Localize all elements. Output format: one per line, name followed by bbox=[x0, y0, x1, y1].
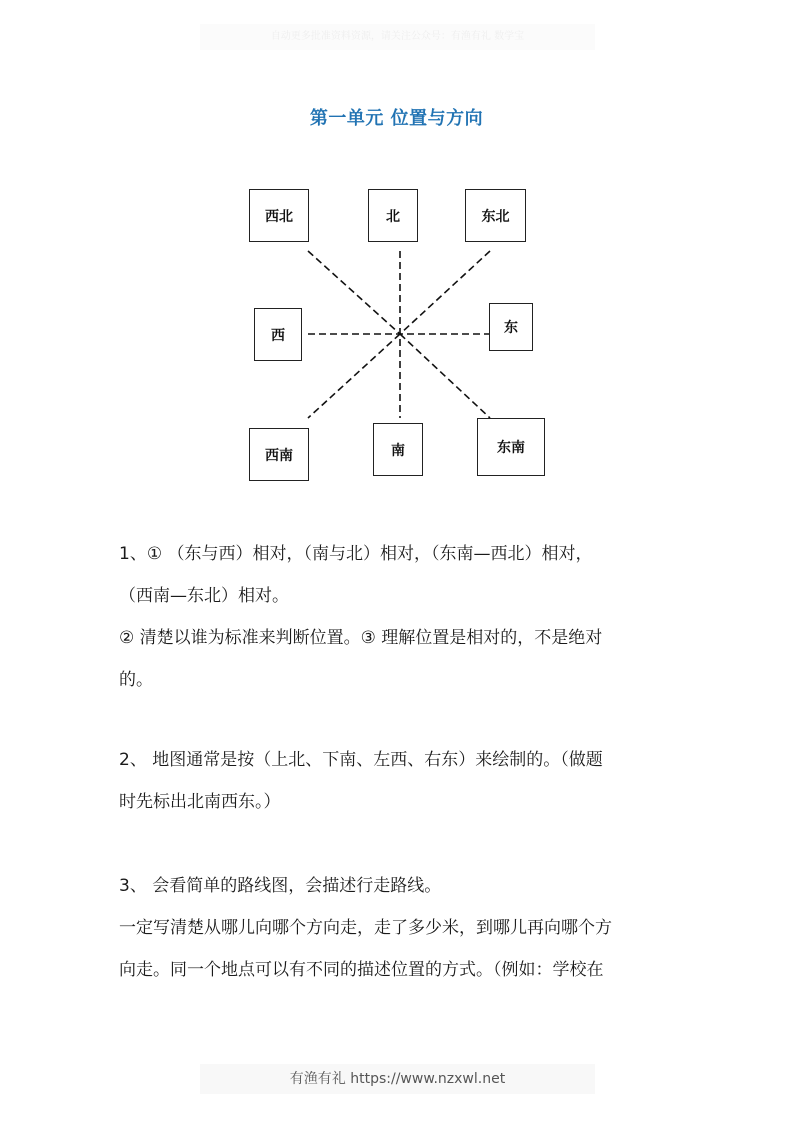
page-title: 第一单元 位置与方向 bbox=[309, 108, 484, 129]
section-1 bbox=[119, 533, 679, 701]
footer-watermark[interactable]: 有渔有礼 https://www.nzxwl.net bbox=[200, 1064, 595, 1094]
section-1-line-2: （西南—东北）相对。 bbox=[119, 586, 289, 606]
section-1-line-1: 1、① （东与西）相对，（南与北）相对，（东南—西北）相对， bbox=[119, 544, 593, 564]
section-2-line-1: 2、 地图通常是按（上北、下南、左西、右东）来绘制的。（做题 bbox=[119, 750, 603, 770]
direction-box-west: 西 bbox=[254, 308, 302, 361]
direction-box-east: 东 bbox=[489, 303, 533, 351]
section-2 bbox=[119, 739, 679, 823]
direction-box-southeast: 东南 bbox=[477, 418, 545, 476]
dashed-direction-line bbox=[308, 334, 400, 418]
section-2-line-2: 时先标出北南西东。） bbox=[119, 792, 281, 812]
section-3-line-3: 向走。同一个地点可以有不同的描述位置的方式。（例如：学校在 bbox=[119, 960, 604, 980]
section-3-line-2: 一定写清楚从哪儿向哪个方向走，走了多少米，到哪儿再向哪个方 bbox=[119, 918, 612, 938]
direction-box-northwest: 西北 bbox=[249, 189, 309, 242]
direction-box-north: 北 bbox=[368, 189, 418, 242]
section-3-line-1: 3、 会看简单的路线图，会描述行走路线。 bbox=[119, 876, 442, 896]
dashed-direction-line bbox=[400, 334, 490, 418]
section-1-line-4: 的。 bbox=[119, 670, 153, 690]
direction-box-northeast: 东北 bbox=[465, 189, 526, 242]
direction-box-south: 南 bbox=[373, 423, 423, 476]
section-3 bbox=[119, 865, 679, 991]
dashed-direction-line bbox=[308, 251, 400, 334]
dashed-direction-line bbox=[400, 251, 490, 334]
header-watermark: 自动更多批准资料资源，请关注公众号：有渔有礼 数学宝 bbox=[200, 24, 595, 50]
direction-box-southwest: 西南 bbox=[249, 428, 309, 481]
section-1-line-3: ② 清楚以谁为标准来判断位置。③ 理解位置是相对的，不是绝对 bbox=[119, 628, 603, 648]
compass-diagram bbox=[0, 0, 793, 520]
